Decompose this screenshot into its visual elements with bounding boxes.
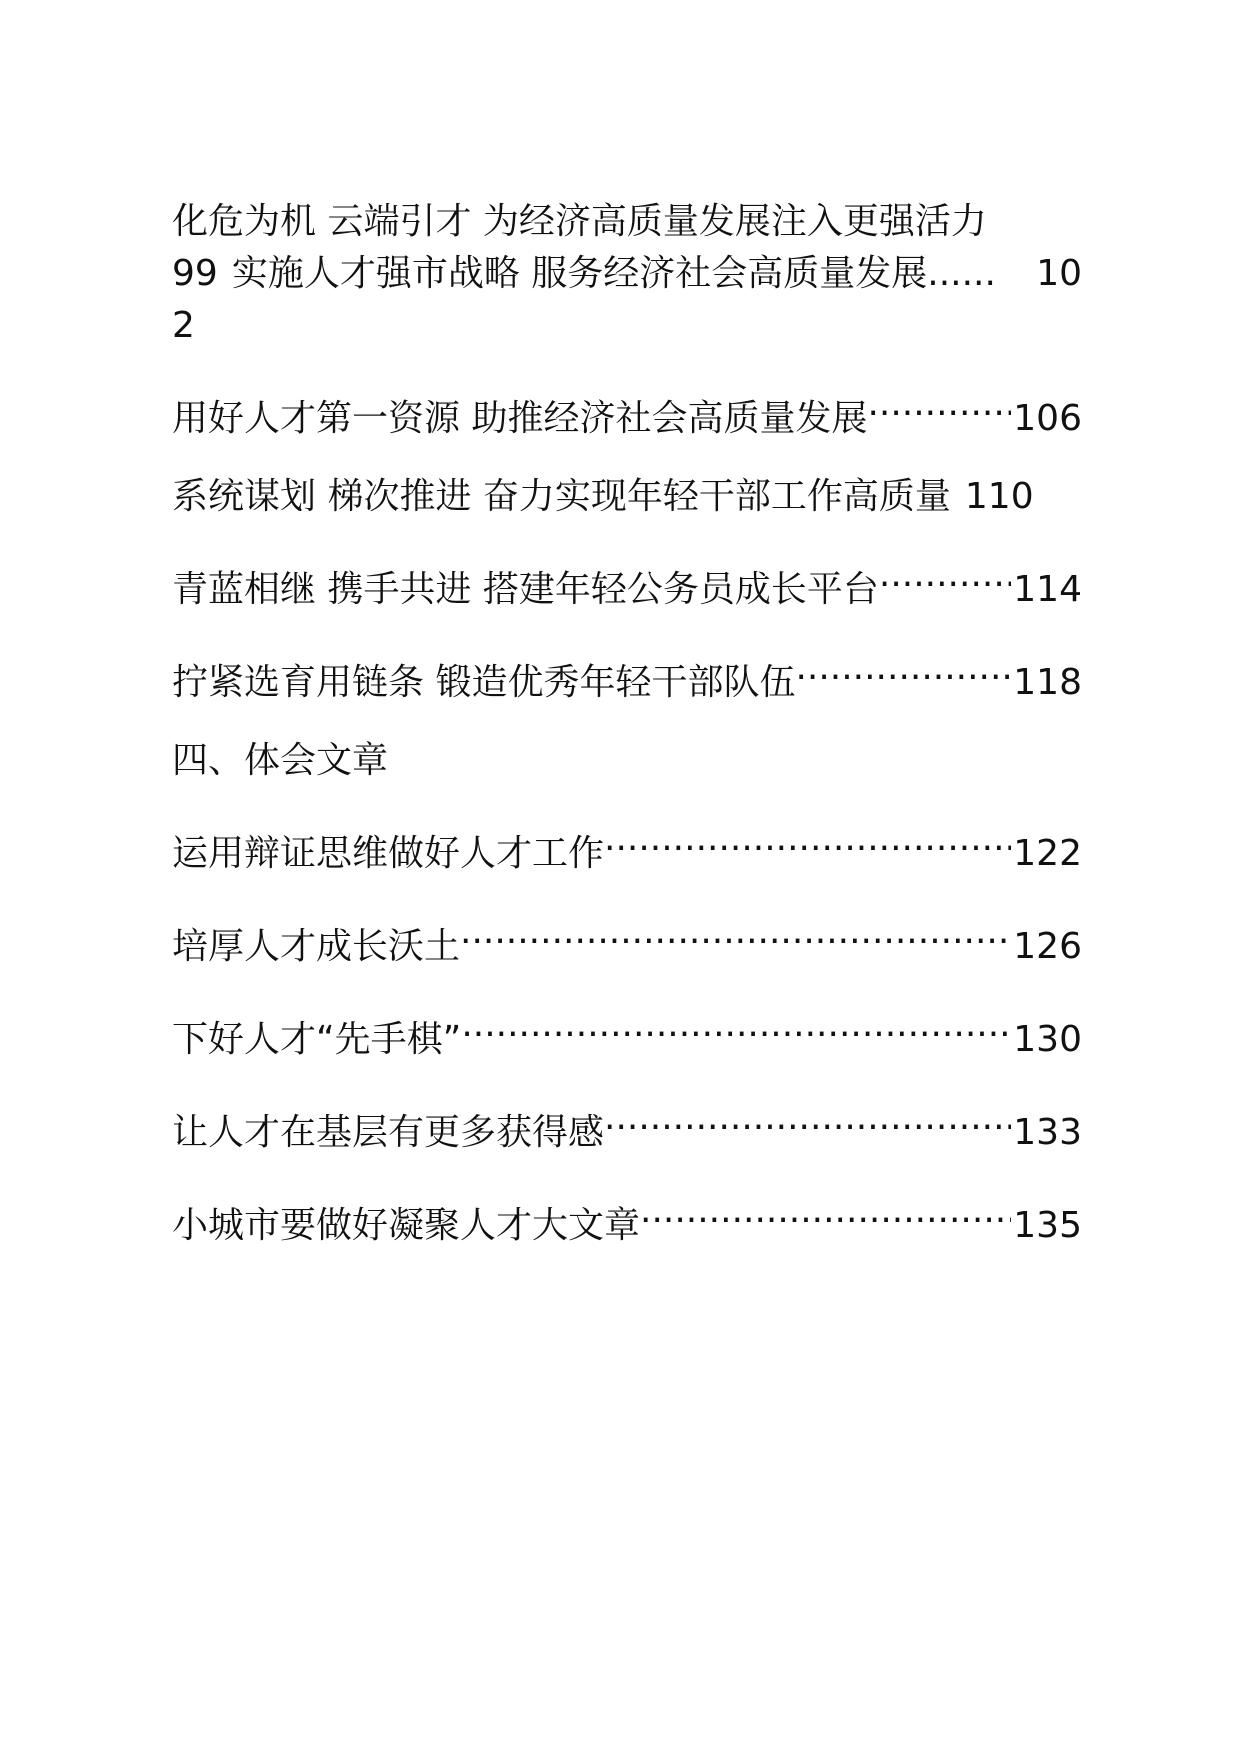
toc-entry-page-number: 126: [1013, 926, 1082, 967]
toc-entry-page-number: 114: [1013, 569, 1082, 610]
toc-entry-title: 运用辩证思维做好人才工作: [172, 833, 605, 874]
toc-dot-leader: [879, 549, 1011, 601]
toc-dot-leader: [927, 248, 1036, 300]
toc-entry-title: 培厚人才成长沃土: [172, 926, 461, 967]
toc-entry-title: 化危为机 云端引才 为经济高质量发展注入更强活力: [172, 201, 987, 242]
toc-entry[interactable]: [172, 999, 1082, 1066]
toc-dot-leader: [604, 813, 1011, 865]
toc-entry-page-number: 130: [1013, 1019, 1082, 1060]
toc-entry-page-number: 135: [1013, 1205, 1082, 1246]
toc-entry[interactable]: [172, 549, 1082, 616]
toc-entry-page-number: 106: [1013, 398, 1082, 439]
toc-entry-title: 青蓝相继 携手共进 搭建年轻公务员成长平台: [172, 569, 879, 610]
toc-entry[interactable]: [172, 906, 1082, 973]
toc-entry-title: 下好人才“先手棋”: [172, 1019, 462, 1060]
toc-dot-leader: [795, 642, 1011, 694]
toc-dot-leader: [604, 1092, 1011, 1144]
toc-entry-title: 用好人才第一资源 助推经济社会高质量发展: [172, 398, 868, 439]
toc-entry-title: 让人才在基层有更多获得感: [172, 1112, 605, 1153]
toc-entry-page-number: 110: [964, 476, 1034, 517]
toc-entry-page-number: 118: [1013, 662, 1082, 703]
toc-dot-leader: [640, 1185, 1011, 1237]
toc-entry-page-number: 122: [1013, 833, 1082, 874]
toc-entry-page-number: 99: [172, 253, 218, 294]
section-heading: 四、体会文章: [172, 740, 389, 781]
toc-entry-wrapped: [172, 248, 1082, 300]
toc-entry[interactable]: [172, 813, 1082, 880]
toc-entry-page-number: 10: [1036, 253, 1082, 294]
toc-entry[interactable]: [172, 642, 1082, 709]
toc-dot-leader: [461, 999, 1011, 1051]
toc-dot-leader: [867, 378, 1011, 430]
toc-entry-title: 系统谋划 梯次推进 奋力实现年轻干部工作高质量: [172, 476, 951, 517]
toc-entry[interactable]: [172, 471, 1082, 523]
toc-dot-leader: [460, 906, 1011, 958]
toc-entry[interactable]: [172, 1092, 1082, 1159]
toc-entry-title: 拧紧选育用链条 锻造优秀年轻干部队伍: [172, 662, 796, 703]
toc-entry-title: 小城市要做好凝聚人才大文章: [172, 1205, 641, 1246]
toc-entry-title: 实施人才强市战略 服务经济社会高质量发展: [231, 253, 928, 294]
toc-entry[interactable]: [172, 1185, 1082, 1252]
toc-entry[interactable]: [172, 378, 1082, 445]
table-of-contents: [172, 196, 1082, 1278]
toc-entry-page-number-wrap: 2: [172, 305, 195, 346]
toc-entry-page-number: 133: [1013, 1112, 1082, 1153]
